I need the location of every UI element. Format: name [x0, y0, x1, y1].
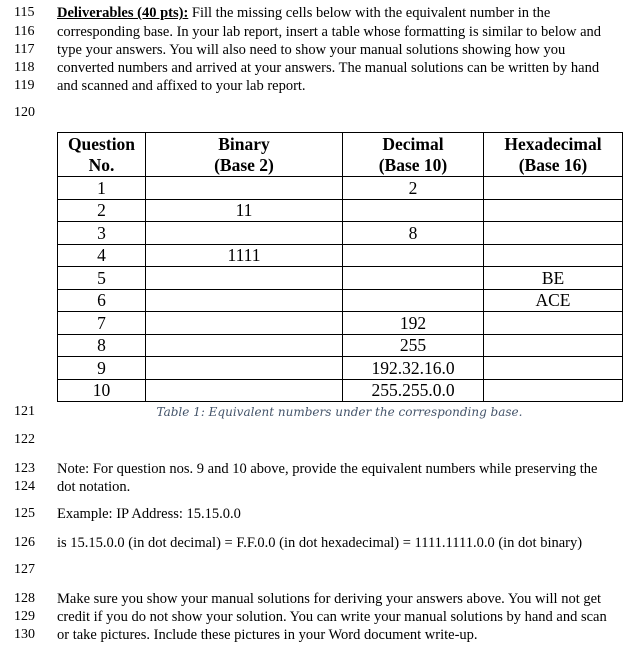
cell-decimal: 255 — [343, 334, 484, 357]
table-row — [58, 334, 623, 357]
cell-hex — [484, 222, 623, 245]
cell-decimal: 8 — [343, 222, 484, 245]
cell-decimal — [343, 199, 484, 222]
cell-question: 4 — [58, 244, 146, 267]
cell-decimal: 192 — [343, 312, 484, 335]
line-number: 124 — [14, 479, 35, 494]
cell-binary — [146, 289, 343, 312]
table-row — [58, 177, 623, 200]
cell-binary — [146, 312, 343, 335]
paragraph-text: Fill the missing cells below with the equivalent number in the — [188, 5, 551, 21]
cell-decimal — [343, 289, 484, 312]
cell-question: 10 — [58, 379, 146, 402]
table-row — [58, 379, 623, 402]
cell-hex — [484, 357, 623, 380]
cell-binary: 11 — [146, 199, 343, 222]
cell-hex — [484, 312, 623, 335]
cell-binary — [146, 177, 343, 200]
cell-question: 3 — [58, 222, 146, 245]
cell-decimal: 192.32.16.0 — [343, 357, 484, 380]
cell-decimal: 2 — [343, 177, 484, 200]
line-number: 126 — [14, 535, 35, 550]
closing-text: credit if you do not show your solution. You can write your manual solutions by hand and scan — [57, 609, 607, 625]
line-number: 116 — [14, 24, 35, 39]
cell-hex — [484, 334, 623, 357]
paragraph-text: type your answers. You will also need to show your manual solutions showing how you — [57, 42, 566, 58]
table-row — [58, 244, 623, 267]
cell-binary — [146, 334, 343, 357]
table-row — [58, 312, 623, 335]
table-row — [58, 267, 623, 290]
paragraph-text: converted numbers and arrived at your answers. The manual solutions can be written by hand — [57, 60, 600, 76]
note-text: dot notation. — [57, 479, 131, 495]
cell-question: 5 — [58, 267, 146, 290]
cell-hex: BE — [484, 267, 623, 290]
table-row — [58, 222, 623, 245]
cell-hex — [484, 244, 623, 267]
cell-question: 9 — [58, 357, 146, 380]
cell-decimal: 255.255.0.0 — [343, 379, 484, 402]
cell-binary — [146, 222, 343, 245]
line-number: 129 — [14, 609, 35, 624]
line-number: 118 — [14, 60, 35, 75]
note-text: Note: For question nos. 9 and 10 above, provide the equivalent numbers while preserving the — [57, 461, 598, 477]
cell-binary — [146, 379, 343, 402]
closing-text: or take pictures. Include these pictures in your Word document write-up. — [57, 627, 478, 643]
closing-text: Make sure you show your manual solutions for deriving your answers above. You will not get — [57, 591, 602, 607]
line-number: 121 — [14, 404, 35, 419]
cell-question: 7 — [58, 312, 146, 335]
cell-hex: ACE — [484, 289, 623, 312]
cell-hex — [484, 379, 623, 402]
line-number: 125 — [14, 506, 35, 521]
cell-question: 6 — [58, 289, 146, 312]
header-hexadecimal: Hexadecimal (Base 16) — [484, 133, 623, 177]
paragraph-text: and scanned and affixed to your lab report. — [57, 78, 306, 94]
cell-question: 1 — [58, 177, 146, 200]
line-number: 120 — [14, 105, 35, 120]
deliverables-heading: Deliverables (40 pts): — [57, 5, 189, 21]
cell-binary: 1111 — [146, 244, 343, 267]
cell-decimal — [343, 267, 484, 290]
line-number: 123 — [14, 461, 35, 476]
table-row — [58, 289, 623, 312]
conversion-table — [57, 132, 623, 402]
cell-binary — [146, 267, 343, 290]
table-header-row — [58, 133, 623, 177]
cell-hex — [484, 177, 623, 200]
header-decimal: Decimal (Base 10) — [343, 133, 484, 177]
cell-question: 8 — [58, 334, 146, 357]
line-number: 122 — [14, 432, 35, 447]
header-binary: Binary (Base 2) — [146, 133, 343, 177]
cell-binary — [146, 357, 343, 380]
line-number: 128 — [14, 591, 35, 606]
example-text: is 15.15.0.0 (in dot decimal) = F.F.0.0 (in dot hexadecimal) = 1111.1111.0.0 (in dot binary) — [57, 535, 583, 551]
cell-decimal — [343, 244, 484, 267]
line-number: 130 — [14, 627, 35, 642]
example-text: Example: IP Address: 15.15.0.0 — [57, 506, 241, 522]
line-number: 119 — [14, 78, 35, 93]
header-question-no: Question No. — [58, 133, 146, 177]
line-number: 127 — [14, 562, 35, 577]
paragraph-text: corresponding base. In your lab report, insert a table whose formatting is similar to below and — [57, 24, 602, 40]
line-number: 115 — [14, 5, 35, 20]
line-number: 117 — [14, 42, 35, 57]
cell-question: 2 — [58, 199, 146, 222]
table-row — [58, 357, 623, 380]
table-row — [58, 199, 623, 222]
table-caption: Table 1: Equivalent numbers under the corresponding base. — [156, 405, 523, 419]
cell-hex — [484, 199, 623, 222]
